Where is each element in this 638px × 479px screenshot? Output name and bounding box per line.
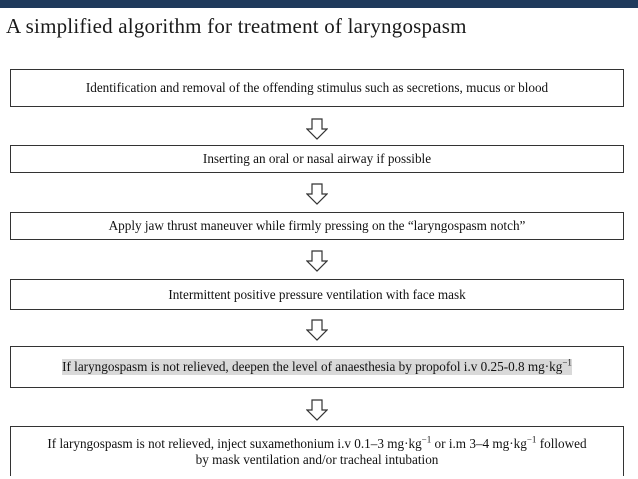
page-title: A simplified algorithm for treatment of laryngospasm	[6, 14, 467, 38]
step-6-text-a: If laryngospasm is not relieved, inject suxamethonium i.v 0.1–3 mg·kg	[47, 435, 422, 451]
step-box-4	[10, 279, 624, 310]
hollow-down-arrow-icon	[306, 183, 328, 205]
hollow-down-arrow-icon	[306, 319, 328, 341]
step-box-2	[10, 145, 624, 173]
step-6-text	[47, 436, 587, 468]
step-2-text: Inserting an oral or nasal airway if possible	[202, 151, 432, 166]
step-5-text	[62, 359, 572, 375]
hollow-down-arrow-icon	[306, 118, 328, 140]
step-5-text-main: If laryngospasm is not relieved, deepen the level of anaesthesia by propofol i.v 0.25-0.8 mg·kg	[62, 359, 563, 374]
step-6-text-b: or i.m 3–4 mg·kg	[431, 435, 527, 451]
step-3-text: Apply jaw thrust maneuver while firmly pressing on the “laryngospasm notch”	[108, 218, 526, 233]
step-box-1	[10, 69, 624, 107]
hollow-down-arrow-icon	[306, 399, 328, 421]
step-4-text: Intermittent positive pressure ventilation with face mask	[168, 286, 466, 302]
step-6-superscript-b: −1	[526, 434, 537, 445]
step-6-text-c: followed by mask ventilation and/or tracheal intubation	[195, 435, 587, 467]
top-bar	[0, 0, 638, 8]
step-box-3	[10, 212, 624, 240]
step-5-superscript: −1	[562, 357, 572, 368]
step-box-5	[10, 346, 624, 388]
step-6-superscript-a: −1	[421, 434, 432, 445]
step-1-text: Identification and removal of the offending stimulus such as secretions, mucus or blood	[85, 80, 549, 95]
step-box-6	[10, 426, 624, 476]
hollow-down-arrow-icon	[306, 250, 328, 272]
